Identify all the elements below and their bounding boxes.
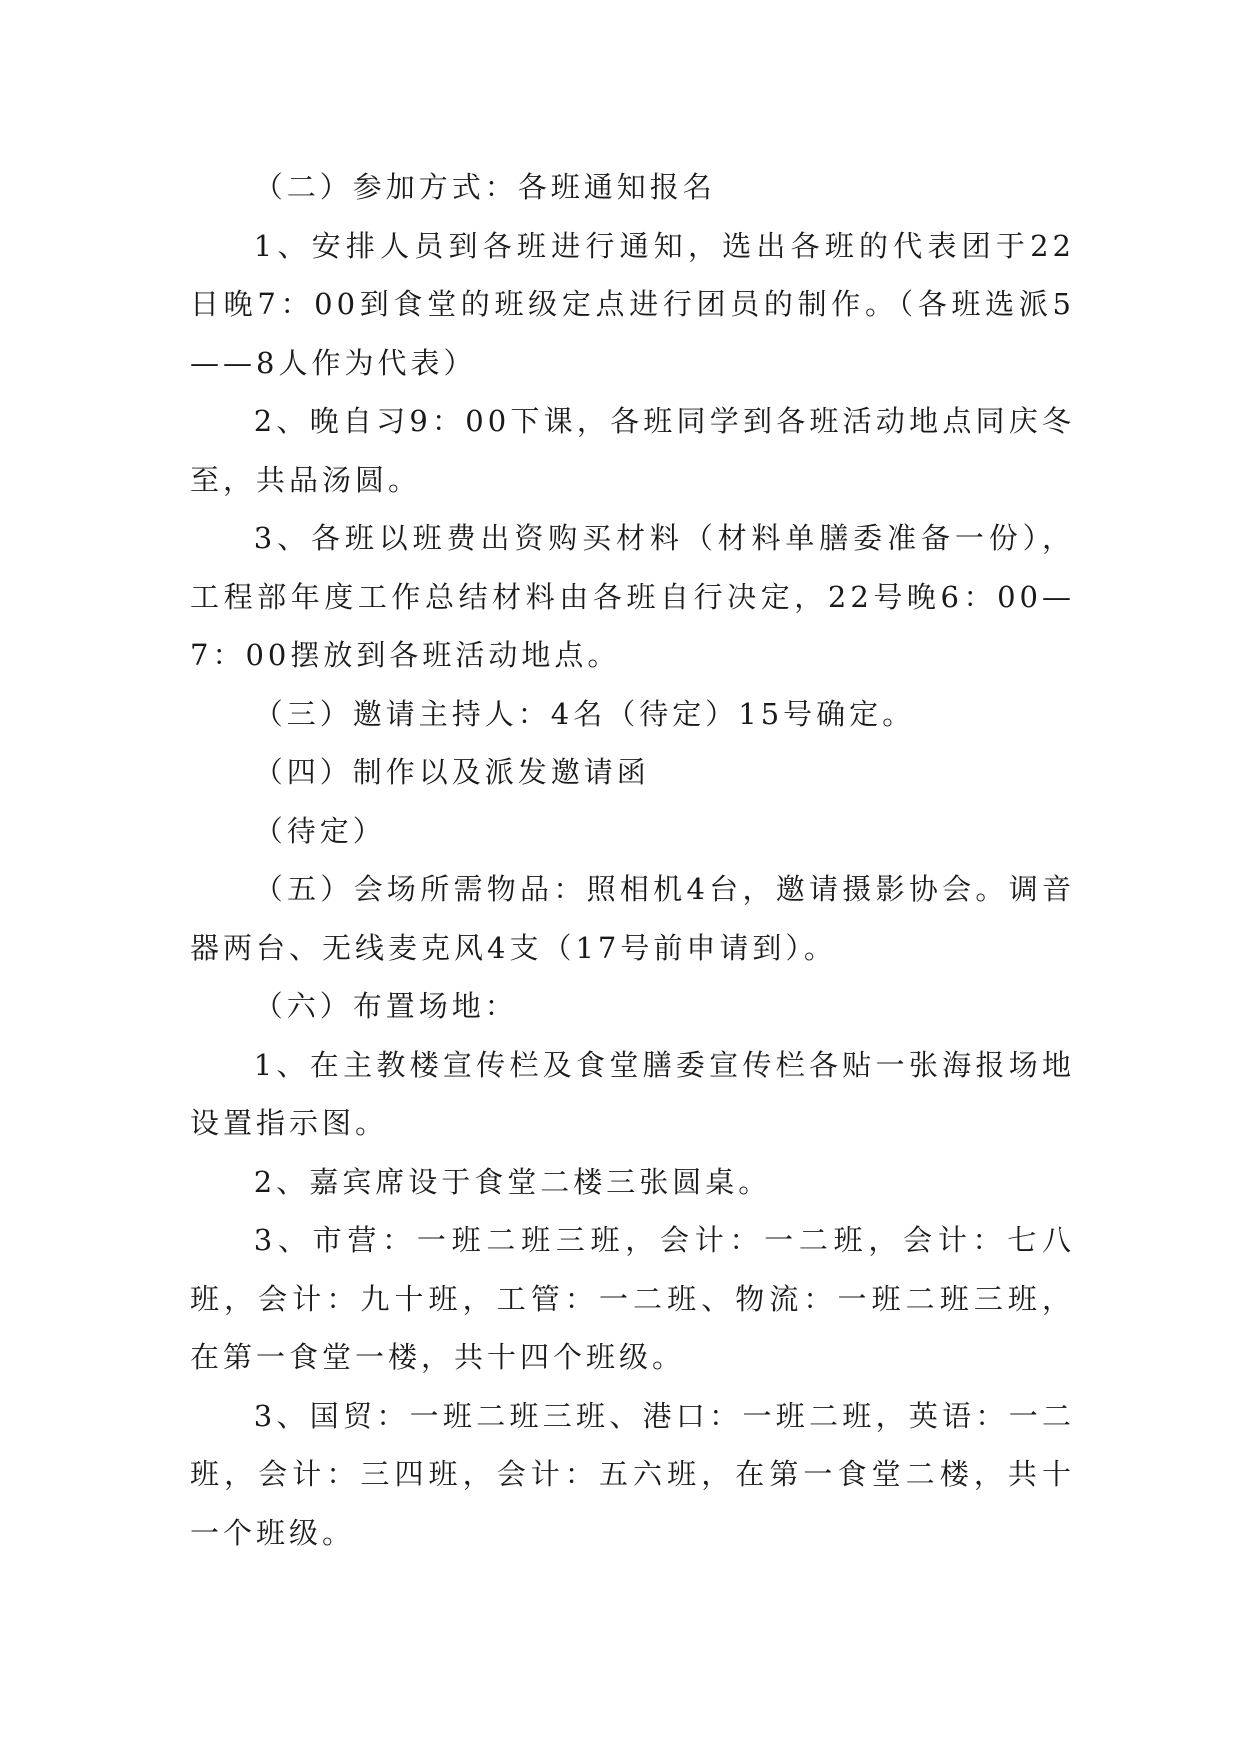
note-pending: （待定） (253, 813, 386, 848)
heading-participation-method: （二）参加方式：各班通知报名 (253, 170, 716, 204)
heading-venue-supplies: （五）会场所需物品：照相机4台，邀请摄影协会。调音器两台、无线麦克风4支（17号前申请到）。 (190, 872, 1075, 965)
heading-invitations: （四）制作以及派发邀请函 (253, 755, 650, 789)
item-materials: 3、各班以班费出资购买材料（材料单膳委准备一份），工程部年度工作总结材料由各班自行决定，22号晚6：00—7：00摆放到各班活动地点。 (190, 521, 1075, 672)
item-first-floor-classes: 3、市营：一班二班三班，会计：一二班，会计：七八班，会计：九十班，工管：一二班、物流：一班二班三班，在第一食堂一楼，共十四个班级。 (190, 1223, 1075, 1374)
item-notify-classes: 1、安排人员到各班进行通知，选出各班的代表团于22日晚7：00到食堂的班级定点进行团员的制作。（各班选派5——8人作为代表） (190, 228, 1075, 380)
item-posters: 1、在主教楼宣传栏及食堂膳委宣传栏各贴一张海报场地设置指示图。 (190, 1047, 1075, 1140)
item-guest-seating: 2、嘉宾席设于食堂二楼三张圆桌。 (253, 1164, 772, 1199)
item-evening-activity: 2、晚自习9：00下课，各班同学到各班活动地点同庆冬至，共品汤圆。 (190, 404, 1075, 497)
heading-venue-setup: （六）布置场地： (253, 989, 518, 1023)
document-body (190, 158, 1075, 1562)
heading-invite-host: （三）邀请主持人：4名（待定）15号确定。 (253, 696, 916, 731)
item-second-floor-classes: 3、国贸：一班二班三班、港口：一班二班，英语：一二班，会计：三四班，会计：五六班，在第一食堂二楼，共十一个班级。 (190, 1398, 1075, 1550)
